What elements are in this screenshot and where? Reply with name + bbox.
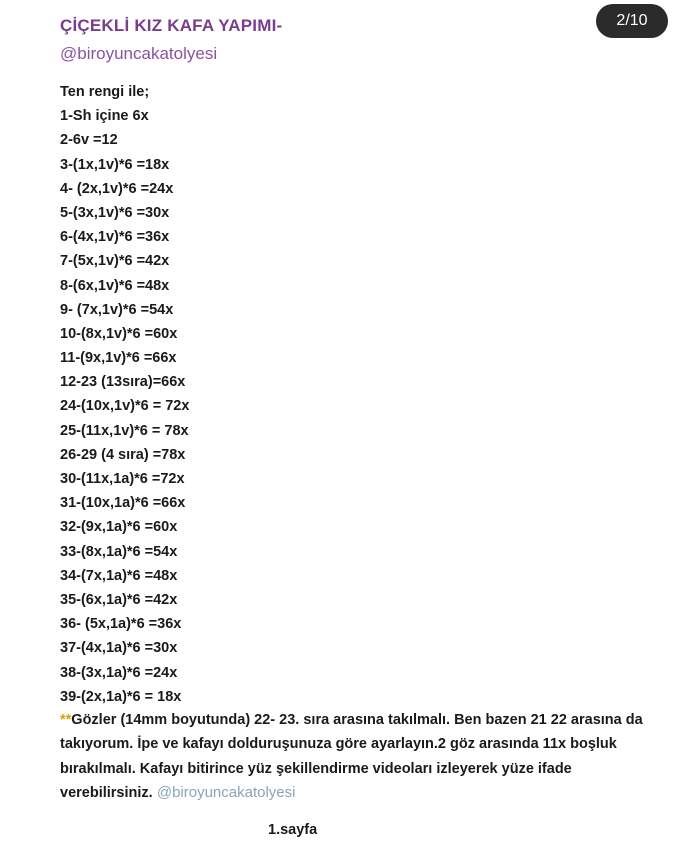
pattern-line: 34-(7x,1a)*6 =48x [60,567,178,584]
pattern-instructions [60,80,189,709]
pattern-line: 38-(3x,1a)*6 =24x [60,664,178,681]
pattern-line: 33-(8x,1a)*6 =54x [60,543,178,560]
pattern-line: 5-(3x,1v)*6 =30x [60,204,170,221]
pattern-line: 11-(9x,1v)*6 =66x [60,350,177,367]
pattern-line: 36- (5x,1a)*6 =36x [60,616,182,633]
pattern-line: 31-(10x,1a)*6 =66x [60,495,186,512]
author-handle: @biroyuncakatolyesi [60,44,218,63]
pattern-line: 26-29 (4 sıra) =78x [60,446,186,463]
pattern-line: 10-(8x,1v)*6 =60x [60,325,178,342]
pattern-line: 35-(6x,1a)*6 =42x [60,591,178,608]
pattern-line: 12-23 (13sıra)=66x [60,374,186,391]
pattern-line: 39-(2x,1a)*6 = 18x [60,688,182,705]
note-text: Gözler (14mm boyutunda) 22- 23. sıra arasına takılmalı. Ben bazen 21 22 arasına da takıyorum. İpe ve kafayı dolduruşunuza göre ayarlayın.2 göz arasında 11x boşluk bırakılmalı. Kafayı bitirince yüz şekillendirme videoları izleyerek yüze ifade verebilirsiniz. [60,712,643,802]
pattern-line: 4- (2x,1v)*6 =24x [60,180,174,197]
pattern-line: 1-Sh içine 6x [60,108,149,125]
note-handle: @biroyuncakatolyesi [152,784,296,802]
page-counter-badge: 2/10 [596,4,668,38]
pattern-line: Ten rengi ile; [60,84,150,100]
page-label: 1.sayfa [268,822,318,838]
pattern-line: 7-(5x,1v)*6 =42x [60,253,170,270]
page-title: ÇİÇEKLİ KIZ KAFA YAPIMI- [60,16,283,35]
pattern-line: 8-(6x,1v)*6 =48x [60,277,170,294]
pattern-line: 24-(10x,1v)*6 = 72x [60,398,190,415]
pattern-line: 6-(4x,1v)*6 =36x [60,229,170,246]
pattern-line: 32-(9x,1a)*6 =60x [60,519,178,536]
pattern-line: 3-(1x,1v)*6 =18x [60,156,170,173]
eye-placement-notes [60,708,660,806]
pattern-line: 30-(11x,1a)*6 =72x [60,471,185,487]
pattern-line: 2-6v =12 [60,132,118,149]
pattern-line: 9- (7x,1v)*6 =54x [60,301,174,318]
note-stars: ** [60,712,72,728]
pattern-line: 25-(11x,1v)*6 = 78x [60,422,189,439]
pattern-line: 37-(4x,1a)*6 =30x [60,640,178,657]
